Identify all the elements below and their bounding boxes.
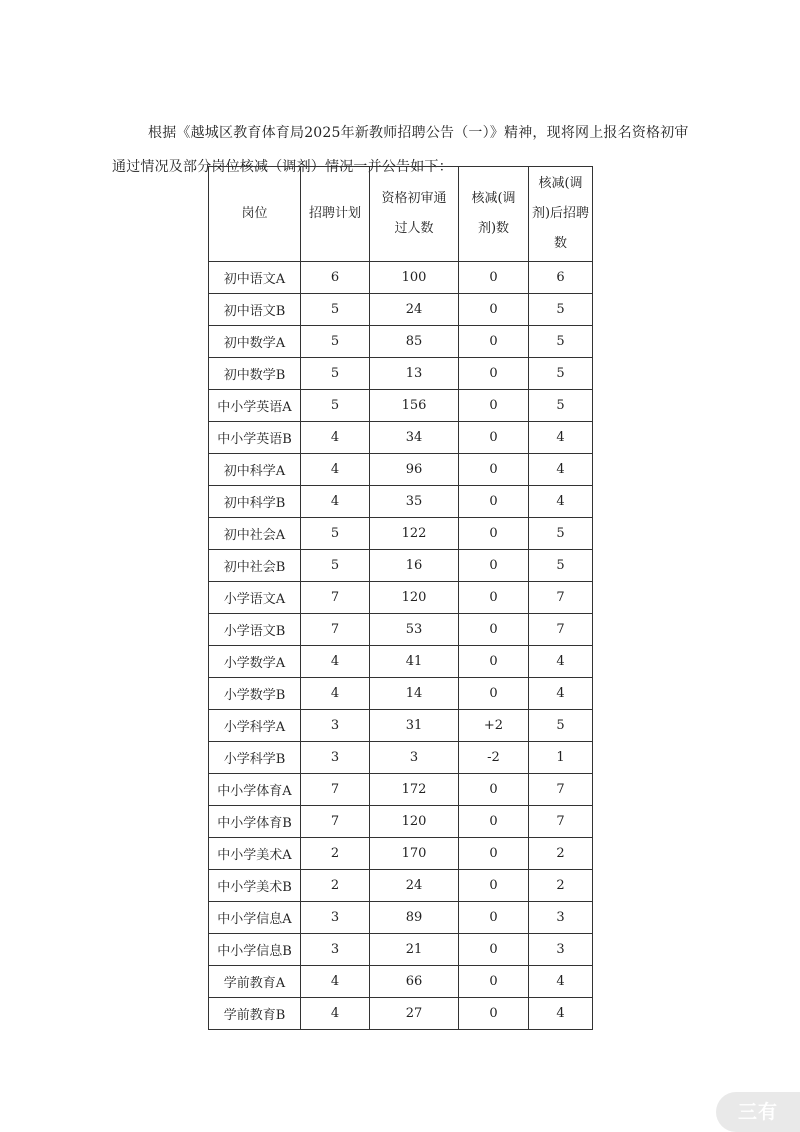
table-row bbox=[209, 518, 593, 550]
cell-passed: 96 bbox=[370, 454, 459, 486]
cell-position: 小学语文A bbox=[209, 582, 301, 614]
table-row bbox=[209, 998, 593, 1030]
table-row bbox=[209, 486, 593, 518]
header-plan bbox=[301, 167, 370, 262]
cell-final: 5 bbox=[529, 390, 593, 422]
table-row bbox=[209, 582, 593, 614]
table-row bbox=[209, 454, 593, 486]
table-row bbox=[209, 870, 593, 902]
table-row bbox=[209, 966, 593, 998]
cell-passed: 27 bbox=[370, 998, 459, 1030]
cell-plan: 4 bbox=[301, 966, 370, 998]
cell-adjust: +2 bbox=[459, 710, 529, 742]
cell-plan: 2 bbox=[301, 870, 370, 902]
cell-adjust: 0 bbox=[459, 390, 529, 422]
cell-position: 中小学体育A bbox=[209, 774, 301, 806]
cell-position: 初中数学B bbox=[209, 358, 301, 390]
cell-adjust: 0 bbox=[459, 486, 529, 518]
cell-final: 1 bbox=[529, 742, 593, 774]
cell-adjust: 0 bbox=[459, 422, 529, 454]
cell-adjust: 0 bbox=[459, 358, 529, 390]
cell-adjust: 0 bbox=[459, 838, 529, 870]
cell-position: 中小学英语A bbox=[209, 390, 301, 422]
cell-passed: 31 bbox=[370, 710, 459, 742]
cell-passed: 156 bbox=[370, 390, 459, 422]
table-row bbox=[209, 710, 593, 742]
cell-position: 初中社会A bbox=[209, 518, 301, 550]
cell-final: 4 bbox=[529, 966, 593, 998]
cell-passed: 24 bbox=[370, 870, 459, 902]
cell-final: 5 bbox=[529, 294, 593, 326]
cell-adjust: 0 bbox=[459, 998, 529, 1030]
recruitment-table bbox=[208, 166, 593, 1030]
cell-position: 初中数学A bbox=[209, 326, 301, 358]
cell-position: 学前教育A bbox=[209, 966, 301, 998]
cell-position: 小学科学A bbox=[209, 710, 301, 742]
cell-plan: 2 bbox=[301, 838, 370, 870]
cell-position: 小学语文B bbox=[209, 614, 301, 646]
cell-plan: 5 bbox=[301, 326, 370, 358]
cell-adjust: -2 bbox=[459, 742, 529, 774]
cell-passed: 3 bbox=[370, 742, 459, 774]
cell-final: 4 bbox=[529, 678, 593, 710]
table-row bbox=[209, 774, 593, 806]
cell-adjust: 0 bbox=[459, 966, 529, 998]
cell-final: 2 bbox=[529, 870, 593, 902]
cell-passed: 53 bbox=[370, 614, 459, 646]
table-row bbox=[209, 838, 593, 870]
cell-passed: 85 bbox=[370, 326, 459, 358]
cell-passed: 120 bbox=[370, 582, 459, 614]
cell-plan: 5 bbox=[301, 518, 370, 550]
cell-plan: 7 bbox=[301, 582, 370, 614]
cell-adjust: 0 bbox=[459, 454, 529, 486]
cell-adjust: 0 bbox=[459, 326, 529, 358]
watermark-logo: 三有 bbox=[716, 1092, 800, 1132]
table-row bbox=[209, 262, 593, 294]
table-row bbox=[209, 358, 593, 390]
table-row bbox=[209, 742, 593, 774]
table-row bbox=[209, 614, 593, 646]
header-final-label: 核减(调剂)后招聘数 bbox=[531, 176, 590, 251]
cell-plan: 4 bbox=[301, 646, 370, 678]
cell-final: 7 bbox=[529, 806, 593, 838]
cell-final: 5 bbox=[529, 358, 593, 390]
cell-plan: 7 bbox=[301, 774, 370, 806]
cell-adjust: 0 bbox=[459, 678, 529, 710]
cell-passed: 172 bbox=[370, 774, 459, 806]
cell-final: 5 bbox=[529, 326, 593, 358]
cell-passed: 13 bbox=[370, 358, 459, 390]
cell-position: 学前教育B bbox=[209, 998, 301, 1030]
cell-final: 4 bbox=[529, 486, 593, 518]
cell-plan: 5 bbox=[301, 358, 370, 390]
cell-plan: 4 bbox=[301, 486, 370, 518]
intro-paragraph: 根据《越城区教育体育局2025年新教师招聘公告（一）》精神，现将网上报名资格初审通过情况及部分岗位核减（调剂）情况一并公告如下： bbox=[112, 125, 689, 175]
cell-plan: 5 bbox=[301, 294, 370, 326]
cell-adjust: 0 bbox=[459, 774, 529, 806]
cell-position: 中小学信息A bbox=[209, 902, 301, 934]
table-body bbox=[209, 262, 593, 1030]
cell-final: 2 bbox=[529, 838, 593, 870]
cell-position: 初中语文B bbox=[209, 294, 301, 326]
cell-position: 初中科学B bbox=[209, 486, 301, 518]
cell-final: 7 bbox=[529, 582, 593, 614]
cell-position: 中小学体育B bbox=[209, 806, 301, 838]
table-row bbox=[209, 934, 593, 966]
cell-passed: 24 bbox=[370, 294, 459, 326]
cell-position: 小学数学A bbox=[209, 646, 301, 678]
cell-final: 4 bbox=[529, 422, 593, 454]
cell-final: 4 bbox=[529, 454, 593, 486]
cell-position: 小学数学B bbox=[209, 678, 301, 710]
cell-final: 6 bbox=[529, 262, 593, 294]
table-row bbox=[209, 646, 593, 678]
cell-passed: 35 bbox=[370, 486, 459, 518]
header-plan-label: 招聘计划 bbox=[308, 206, 361, 221]
table-row bbox=[209, 806, 593, 838]
cell-passed: 120 bbox=[370, 806, 459, 838]
cell-plan: 5 bbox=[301, 550, 370, 582]
cell-plan: 4 bbox=[301, 422, 370, 454]
cell-position: 初中语文A bbox=[209, 262, 301, 294]
header-final bbox=[529, 167, 593, 262]
cell-plan: 3 bbox=[301, 902, 370, 934]
header-passed-label: 资格初审通过人数 bbox=[381, 191, 447, 236]
header-position-label: 岗位 bbox=[241, 206, 268, 221]
cell-position: 初中社会B bbox=[209, 550, 301, 582]
cell-plan: 7 bbox=[301, 806, 370, 838]
cell-final: 7 bbox=[529, 774, 593, 806]
cell-position: 中小学英语B bbox=[209, 422, 301, 454]
table-header-row bbox=[209, 167, 593, 262]
cell-plan: 4 bbox=[301, 454, 370, 486]
cell-adjust: 0 bbox=[459, 614, 529, 646]
cell-adjust: 0 bbox=[459, 294, 529, 326]
cell-plan: 5 bbox=[301, 390, 370, 422]
cell-final: 3 bbox=[529, 934, 593, 966]
cell-plan: 3 bbox=[301, 710, 370, 742]
cell-adjust: 0 bbox=[459, 902, 529, 934]
table-row bbox=[209, 902, 593, 934]
cell-position: 中小学美术B bbox=[209, 870, 301, 902]
cell-final: 5 bbox=[529, 550, 593, 582]
cell-final: 4 bbox=[529, 998, 593, 1030]
cell-final: 4 bbox=[529, 646, 593, 678]
cell-adjust: 0 bbox=[459, 870, 529, 902]
cell-plan: 3 bbox=[301, 934, 370, 966]
cell-passed: 100 bbox=[370, 262, 459, 294]
cell-passed: 41 bbox=[370, 646, 459, 678]
cell-position: 初中科学A bbox=[209, 454, 301, 486]
cell-plan: 3 bbox=[301, 742, 370, 774]
cell-final: 7 bbox=[529, 614, 593, 646]
cell-passed: 122 bbox=[370, 518, 459, 550]
cell-adjust: 0 bbox=[459, 550, 529, 582]
cell-passed: 16 bbox=[370, 550, 459, 582]
cell-final: 3 bbox=[529, 902, 593, 934]
cell-passed: 89 bbox=[370, 902, 459, 934]
header-position bbox=[209, 167, 301, 262]
cell-position: 中小学信息B bbox=[209, 934, 301, 966]
cell-final: 5 bbox=[529, 518, 593, 550]
header-adjust bbox=[459, 167, 529, 262]
cell-adjust: 0 bbox=[459, 582, 529, 614]
cell-plan: 7 bbox=[301, 614, 370, 646]
table-row bbox=[209, 294, 593, 326]
cell-position: 中小学美术A bbox=[209, 838, 301, 870]
cell-adjust: 0 bbox=[459, 518, 529, 550]
cell-passed: 21 bbox=[370, 934, 459, 966]
cell-plan: 6 bbox=[301, 262, 370, 294]
table-row bbox=[209, 390, 593, 422]
cell-adjust: 0 bbox=[459, 646, 529, 678]
cell-adjust: 0 bbox=[459, 934, 529, 966]
cell-passed: 14 bbox=[370, 678, 459, 710]
table-row bbox=[209, 550, 593, 582]
cell-plan: 4 bbox=[301, 678, 370, 710]
cell-final: 5 bbox=[529, 710, 593, 742]
cell-plan: 4 bbox=[301, 998, 370, 1030]
cell-passed: 170 bbox=[370, 838, 459, 870]
header-adjust-label: 核减(调剂)数 bbox=[471, 191, 516, 236]
cell-passed: 34 bbox=[370, 422, 459, 454]
cell-position: 小学科学B bbox=[209, 742, 301, 774]
header-passed bbox=[370, 167, 459, 262]
cell-adjust: 0 bbox=[459, 262, 529, 294]
table-row bbox=[209, 678, 593, 710]
cell-adjust: 0 bbox=[459, 806, 529, 838]
table-row bbox=[209, 422, 593, 454]
cell-passed: 66 bbox=[370, 966, 459, 998]
table-row bbox=[209, 326, 593, 358]
